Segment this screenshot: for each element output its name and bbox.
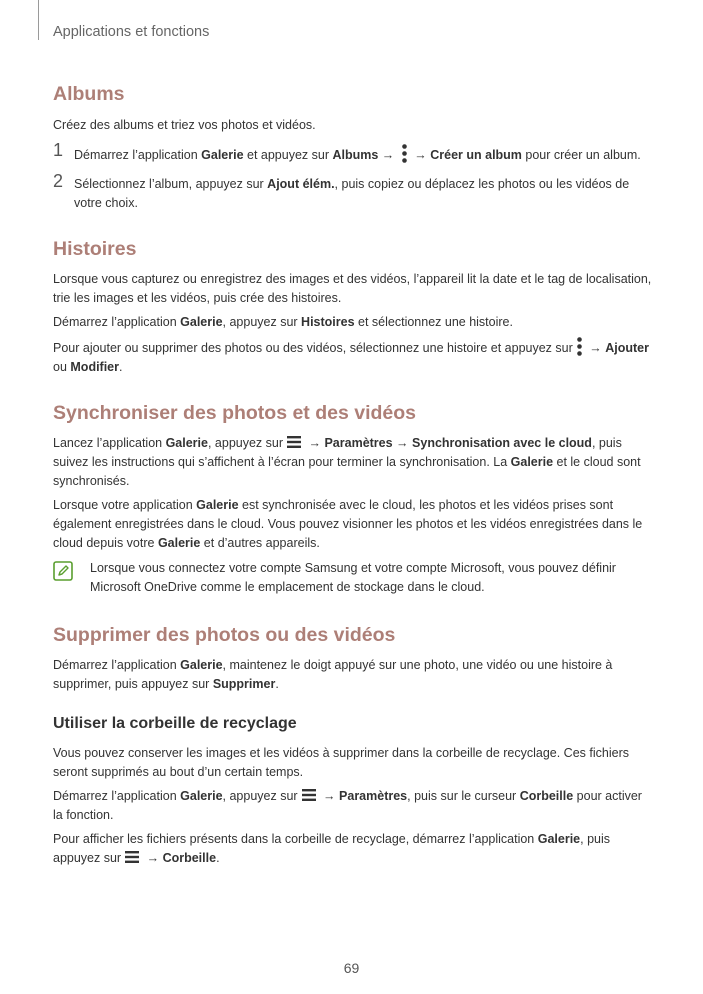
supprimer-p1: Démarrez l’application Galerie, maintenez le doigt appuyé sur une photo, une vidéo ou une histoire à supprimer, puis appuyez sur Supprimer. xyxy=(53,658,613,691)
section-title-albums: Albums xyxy=(53,83,125,105)
corbeille-p2: Démarrez l’application Galerie, appuyez sur → Paramètres, puis sur le curseur Corbeille pour activer la fonction. xyxy=(53,789,642,822)
page-header: Applications et fonctions xyxy=(53,24,210,40)
page-content xyxy=(53,82,653,868)
step-number: 2 xyxy=(53,171,64,191)
sync-note xyxy=(53,559,653,597)
albums-step-2: 2 Sélectionnez l’album, appuyez sur Ajout élém., puis copiez ou déplacez les photos ou les vidéos de votre choix. xyxy=(53,171,630,210)
menu-icon xyxy=(125,850,139,864)
menu-icon xyxy=(302,788,316,802)
note-pencil-icon xyxy=(53,561,73,581)
header-rule xyxy=(38,0,39,40)
sync-p2: Lorsque votre application Galerie est synchronisée avec le cloud, les photos et les vidéos prises sont également enregistrées dans le cloud. Vous pouvez visionner les photos et les vidéos enregistrées dans le cloud depuis votre Galerie et d’autres appareils. xyxy=(53,498,643,550)
corbeille-p1: Vous pouvez conserver les images et les vidéos à supprimer dans la corbeille de recyclage. Ces fichiers seront supprimés au bout d’un certain temps. xyxy=(53,746,629,779)
histoires-p1: Lorsque vous capturez ou enregistrez des images et des vidéos, l’appareil lit la date et le tag de localisation, trie les images et les vidéos, puis crée des histoires. xyxy=(53,272,652,305)
note-text: Lorsque vous connectez votre compte Samsung et votre compte Microsoft, vous pouvez définir Microsoft OneDrive comme le emplacement de stockage dans le cloud. xyxy=(90,561,616,594)
step-number: 1 xyxy=(53,140,64,160)
albums-intro: Créez des albums et triez vos photos et vidéos. xyxy=(53,118,316,132)
subsection-title-corbeille: Utiliser la corbeille de recyclage xyxy=(53,715,297,732)
albums-step-1: 1 Démarrez l’application Galerie et appuyez sur Albums → → Créer un album pour créer un album. xyxy=(53,140,641,162)
section-title-supprimer: Supprimer des photos ou des vidéos xyxy=(53,624,396,646)
sync-p1: Lancez l’application Galerie, appuyez sur → Paramètres → Synchronisation avec le cloud, puis suivez les instructions qui s’affichent à l’écran pour terminer la synchronisation. La Galerie et le cloud sont synchronisés. xyxy=(53,436,641,488)
more-options-icon xyxy=(577,337,582,356)
more-options-icon xyxy=(402,144,407,163)
menu-icon xyxy=(287,435,301,449)
histoires-p2: Démarrez l’application Galerie, appuyez sur Histoires et sélectionnez une histoire. xyxy=(53,315,513,329)
histoires-p3: Pour ajouter ou supprimer des photos ou des vidéos, sélectionnez une histoire et appuyez sur → Ajouter ou Modifier. xyxy=(53,337,653,377)
section-title-histoires: Histoires xyxy=(53,238,137,260)
page-number: 69 xyxy=(343,960,360,976)
corbeille-p3: Pour afficher les fichiers présents dans la corbeille de recyclage, démarrez l’application Galerie, puis appuyez sur → Corbeille. xyxy=(53,832,611,865)
section-title-sync: Synchroniser des photos et des vidéos xyxy=(53,402,417,424)
